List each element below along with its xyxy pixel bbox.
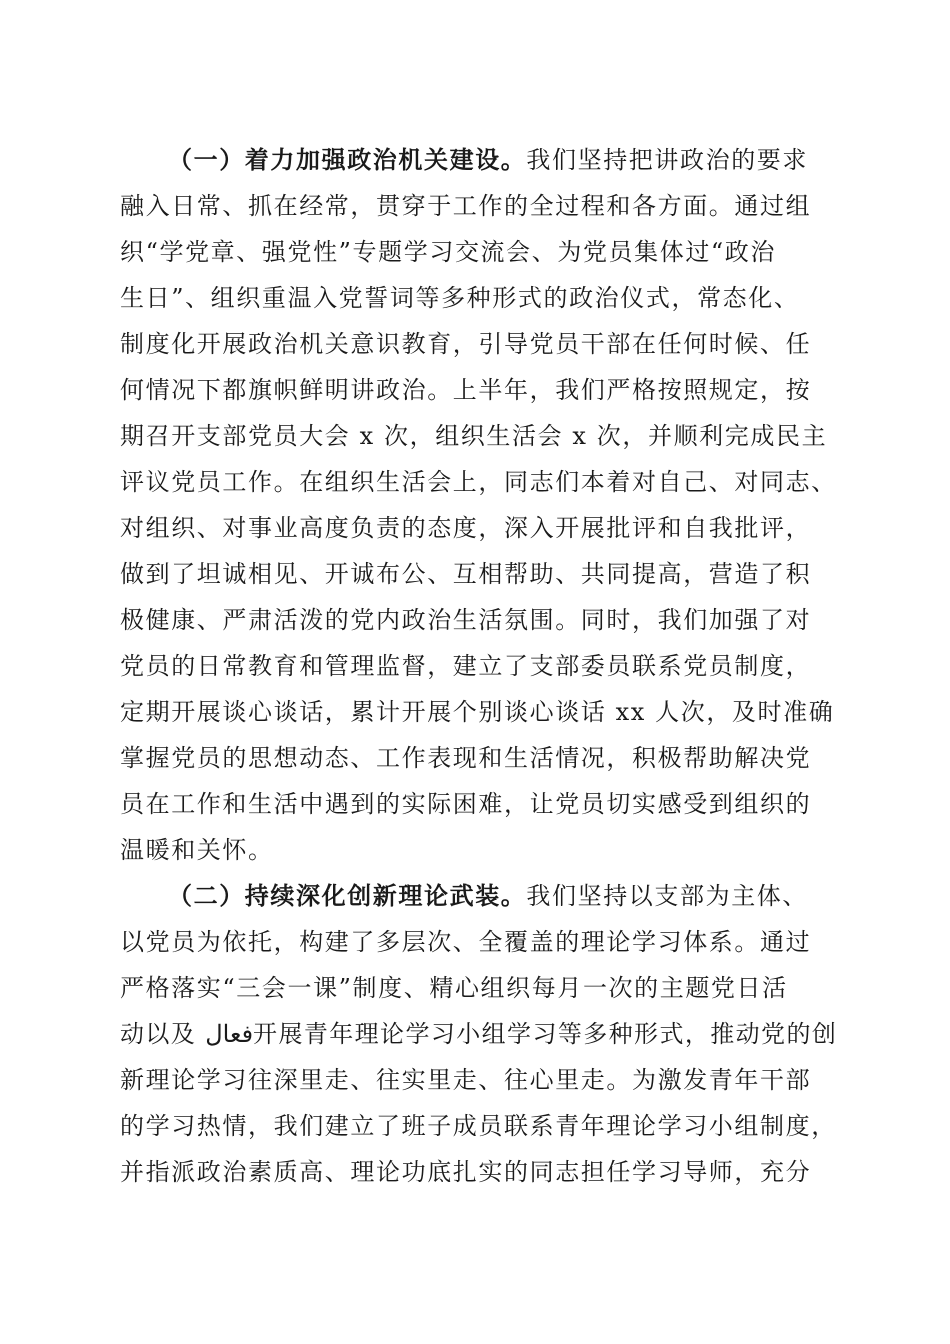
paragraph-1-line: 极健康、严肃活泼的党内政治生活氛围。同时，我们加强了对 [120, 606, 812, 634]
paragraph-2-line: 严格落实“三会一课”制度、精心组织每月一次的主题党日活 [120, 974, 788, 1002]
paragraph-1-line: 定期开展谈心谈话，累计开展个别谈心谈话 xx 人次，及时准确 [120, 698, 835, 726]
paragraph-1-first-line [168, 137, 808, 183]
paragraph-1-line: 何情况下都旗帜鲜明讲政治。上半年，我们严格按照规定，按 [120, 376, 812, 404]
paragraph-1-line: 融入日常、抓在经常，贯穿于工作的全过程和各方面。通过组 [120, 192, 812, 220]
paragraph-1-first-line-text: 我们坚持把讲政治的要求 [526, 146, 809, 174]
paragraph-2-first-line [168, 873, 808, 919]
paragraph-1-line: 期召开支部党员大会 x 次，组织生活会 x 次，并顺利完成民主 [120, 422, 828, 450]
paragraph-2-first-line-text: 我们坚持以支部为主体、 [526, 882, 809, 910]
paragraph-2-line: 动以及 فعال开展青年理论学习小组学习等多种形式，推动党的创 [120, 1020, 838, 1048]
paragraph-1-line: 做到了坦诚相见、开诚布公、互相帮助、共同提高，营造了积 [120, 560, 812, 588]
paragraph-2-line: 以党员为依托，构建了多层次、全覆盖的理论学习体系。通过 [120, 928, 812, 956]
paragraph-2-line: 的学习热情，我们建立了班子成员联系青年理论学习小组制度， [120, 1112, 837, 1140]
paragraph-1-line: 制度化开展政治机关意识教育，引导党员干部在任何时候、任 [120, 330, 812, 358]
paragraph-1-line: 生日”、组织重温入党誓词等多种形式的政治仪式，常态化、 [120, 284, 800, 312]
paragraph-1-line: 员在工作和生活中遇到的实际困难，让党员切实感受到组织的 [120, 790, 812, 818]
paragraph-1-line: 党员的日常教育和管理监督，建立了支部委员联系党员制度， [120, 652, 812, 680]
paragraph-1-line: 对组织、对事业高度负责的态度，深入开展批评和自我批评， [120, 514, 812, 542]
paragraph-1-line: 织“学党章、强党性”专题学习交流会、为党员集体过“政治 [120, 238, 777, 266]
paragraph-2-line: 并指派政治素质高、理论功底扎实的同志担任学习导师，充分 [120, 1158, 812, 1186]
paragraph-1-line: 温暖和关怀。 [120, 836, 274, 864]
paragraph-1-heading: （一）着力加强政治机关建设。 [168, 146, 527, 174]
paragraph-2-line: 新理论学习往深里走、往实里走、往心里走。为激发青年干部 [120, 1066, 812, 1094]
paragraph-1-line: 评议党员工作。在组织生活会上，同志们本着对自己、对同志、 [120, 468, 837, 496]
paragraph-1-line: 掌握党员的思想动态、工作表现和生活情况，积极帮助解决党 [120, 744, 812, 772]
paragraph-2-heading: （二）持续深化创新理论武装。 [168, 882, 527, 910]
